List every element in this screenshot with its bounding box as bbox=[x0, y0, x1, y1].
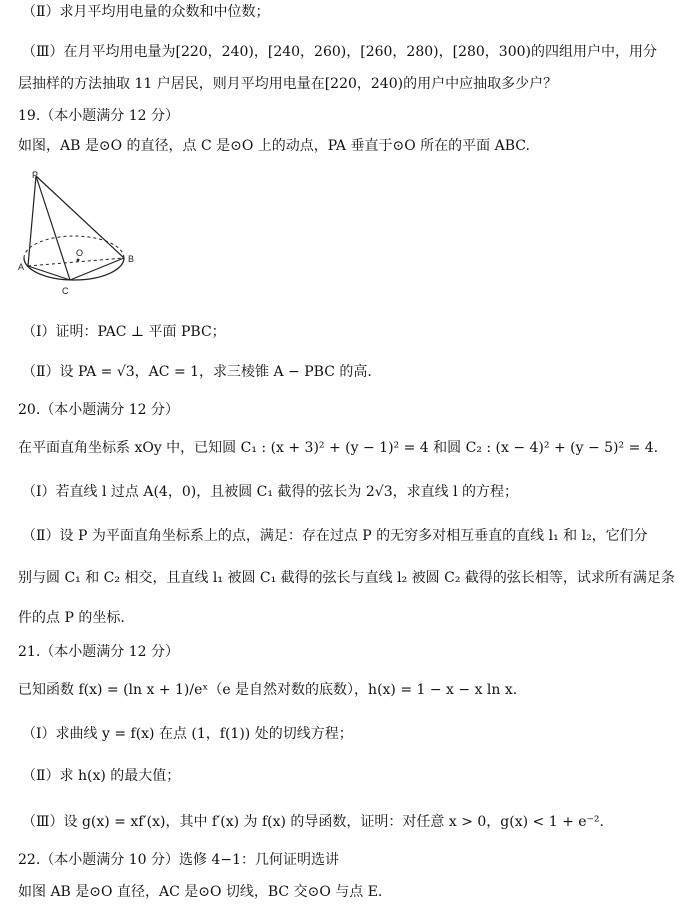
text-line-q20-part2-end: 件的点 P 的坐标. bbox=[18, 610, 125, 626]
text-line-q19-part1: （Ⅰ）证明：PAC ⊥ 平面 PBC； bbox=[22, 324, 226, 340]
text-line-q21-part1: （Ⅰ）求曲线 y = f(x) 在点 (1，f(1)) 处的切线方程； bbox=[22, 726, 353, 742]
text-line-q20-stem: 在平面直角坐标系 xOy 中，已知圆 C₁ : (x + 3)² + (y − 1)² = 4 和圆 C₂ : (x − 4)² + (y − 5)² = 4. bbox=[18, 440, 659, 456]
label-c: C bbox=[62, 286, 69, 296]
label-p: P bbox=[32, 170, 39, 180]
text-line-q21-part2: （Ⅱ）求 h(x) 的最大值； bbox=[22, 768, 181, 784]
text-line-q19-stem: 如图，AB 是⊙O 的直径，点 C 是⊙O 上的动点，PA 垂直于⊙O 所在的平面 ABC. bbox=[18, 138, 530, 154]
text-line-q18-part3: （Ⅲ）在月平均用电量为[220，240)，[240，260)，[260，280)，[280，300)的四组用户中，用分 bbox=[22, 44, 657, 60]
segment-ab bbox=[28, 258, 124, 266]
label-a: A bbox=[18, 262, 25, 272]
text-line-q22-stem: 如图 AB 是⊙O 直径，AC 是⊙O 切线，BC 交⊙O 与点 E. bbox=[18, 884, 383, 900]
text-line-q22-heading: 22.（本小题满分 10 分）选修 4−1：几何证明选讲 bbox=[18, 852, 339, 868]
center-point-o bbox=[77, 259, 80, 262]
text-line-q18-part3-cont: 层抽样的方法抽取 11 户居民，则月平均用电量在[220，240)的用户中应抽取多少户？ bbox=[18, 76, 558, 92]
text-line-q21-stem: 已知函数 f(x) = (ln x + 1)/eˣ（e 是自然对数的底数），h(x) = 1 − x − x ln x. bbox=[18, 682, 518, 698]
cone-diagram-svg bbox=[16, 170, 146, 310]
edge-pa bbox=[28, 176, 36, 266]
text-line-q20-heading: 20.（本小题满分 12 分） bbox=[18, 402, 179, 418]
text-line-q20-part1: （Ⅰ）若直线 l 过点 A(4，0)，且被圆 C₁ 截得的弦长为 2√3，求直线 l 的方程； bbox=[22, 484, 518, 500]
segment-ac bbox=[28, 266, 70, 280]
base-ellipse-front bbox=[24, 258, 124, 280]
text-line-q21-part3: （Ⅲ）设 g(x) = xf′(x)，其中 f′(x) 为 f(x) 的导函数，证明：对任意 x > 0，g(x) < 1 + e⁻². bbox=[22, 814, 604, 830]
label-o: O bbox=[76, 248, 84, 258]
text-line-q21-heading: 21.（本小题满分 12 分） bbox=[18, 644, 179, 660]
label-b: B bbox=[128, 254, 135, 264]
text-line-q19-part2: （Ⅱ）设 PA = √3，AC = 1，求三棱锥 A − PBC 的高. bbox=[22, 364, 372, 380]
text-line-q18-part2: （Ⅱ）求月平均用电量的众数和中位数； bbox=[22, 4, 270, 20]
text-line-q20-part2-cont: 别与圆 C₁ 和 C₂ 相交，且直线 l₁ 被圆 C₁ 截得的弦长与直线 l₂ 被圆 C₂ 截得的弦长相等，试求所有满足条 bbox=[18, 570, 675, 586]
text-line-q19-heading: 19.（本小题满分 12 分） bbox=[18, 108, 179, 124]
text-line-q20-part2: （Ⅱ）设 P 为平面直角坐标系上的点，满足：存在过点 P 的无穷多对相互垂直的直线 l₁ 和 l₂，它们分 bbox=[22, 528, 648, 544]
base-ellipse-back bbox=[24, 236, 124, 258]
cone-figure bbox=[16, 170, 146, 310]
